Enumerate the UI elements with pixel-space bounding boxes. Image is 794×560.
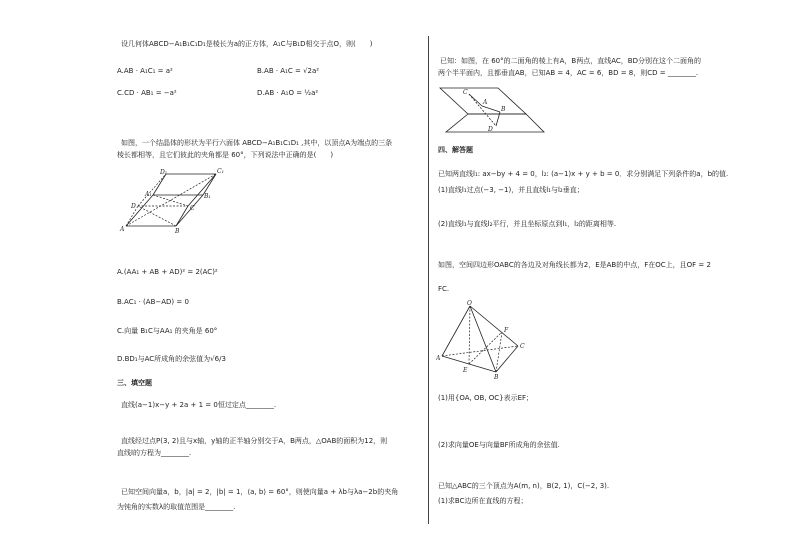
diagonal-ac1 [126,174,216,226]
tetra-question-part2: (2)求向量OE与向量BF所成角的余弦值. [438,441,560,449]
edge-a1d1 [153,174,166,195]
edge-cc1 [188,174,216,206]
tetra-label-a: A [436,355,441,362]
section-answer-title: 四、解答题 [438,146,473,154]
edge-dd1 [138,174,166,206]
label-b1: B₁ [204,193,211,200]
segment-oe [469,306,470,364]
cube-question-stem: 设几何体ABCD−A₁B₁C₁D₁是棱长为a的正方体，A₁C与B₁D相交于点O，则( ) [121,40,373,48]
crystal-option-b: B.AC₁ · (AB−AD) = 0 [117,298,189,306]
crystal-option-d: D.BD₁与AC所成角的余弦值为√6/3 [117,355,226,363]
tetra-label-c: C [520,343,525,350]
crystal-option-c: C.向量 B₁C与AA₁ 的夹角是 60° [117,327,218,335]
segment-ef [469,332,502,364]
cube-option-a: A.AB · A₁C₁ = a² [117,67,173,75]
cube-option-b: B.AB · A₁C = √2a² [257,67,320,75]
edge-ob [470,306,496,372]
fill-question-2-line2: 直线l的方程为________. [117,449,192,457]
lower-half-plane [446,114,544,132]
crystal-question-line1: 如图，一个结晶体的形状为平行六面体 ABCD−A₁B₁C₁D₁ ,其中，以顶点A为端点的三条 [121,139,393,147]
tetra-label-f: F [504,327,509,334]
label-a: A [120,226,125,233]
label-d: D [131,203,136,210]
label-c: C [190,205,195,212]
dihedral-label-c: C [463,89,468,96]
tetra-label-o: O [467,300,472,307]
tetra-question-part1: (1)用{OA, OB, OC}表示EF； [438,394,534,402]
tetrahedron-figure [436,300,532,380]
tetra-label-e: E [463,367,468,374]
fill-question-2-line1: 直线经过点P(3, 2)且与x轴，y轴的正半轴分别交于A，B两点，△OAB的面积为12，则 [121,437,388,445]
crystal-question-line2: 棱长都相等，且它们彼此的夹角都是 60°，下列说法中正确的是( ) [117,151,334,159]
dihedral-question-line2: 两个半平面内，且都垂直AB，已知AB = 4，AC = 6，BD = 8，则CD = ________. [438,69,699,77]
diagonal-a1c [153,195,188,206]
label-b: B [175,228,180,234]
fill-question-3-line2: 为钝角的实数λ的取值范围是________. [117,503,236,511]
tetra-question-line1: 如图，空间四边形OABC的各边及对角线长都为2，E是AB的中点，F在OC上，且OF = 2 [438,261,711,269]
diagonal-bd [138,206,176,226]
triangle-question-stem: 已知△ABC的三个顶点为A(m, n)，B(2, 1)，C(−2, 3). [438,482,610,490]
label-c1: C₁ [217,168,224,175]
edge-bc [176,206,188,226]
edge-b1c1 [203,174,216,195]
triangle-question-part1: (1)求BC边所在直线的方程； [438,497,528,505]
segment-ac [469,94,482,106]
fill-question-1: 直线(a−1)x−y + 2a + 1 = 0恒过定点________. [121,401,277,409]
column-divider [428,36,429,524]
tetra-question-line2: FC. [438,285,450,293]
cube-option-c: C.CD · AB₁ = −a² [117,89,177,97]
edge-ac [442,346,518,356]
dihedral-label-a: A [483,99,488,106]
edge-aa1 [126,195,153,226]
section-fill-in-title: 三、填空题 [117,379,152,387]
segment-ab [482,106,500,112]
edge-oc [470,306,518,346]
cube-option-d: D.AB · A₁O = ½a² [257,89,319,97]
dihedral-figure [438,80,548,136]
label-d1: D₁ [160,169,168,176]
tetra-label-b: B [494,374,499,380]
dihedral-question-line1: 已知：如图，在 60°的二面角的棱上有A，B两点，直线AC，BD分别在这个二面角的 [440,57,701,65]
edge-oa [442,306,470,356]
lines-question-part1: (1)直线l₁过点(−3, −1)，并且直线l₁与l₂垂直； [438,186,584,194]
fill-question-3-line1: 已知空间向量a，b，|a| = 2，|b| = 1，⟨a, b⟩ = 60°，则使向量a + λb与λa−2b的夹角 [121,488,399,496]
lines-question-part2: (2)直线l₁与直线l₂平行，并且坐标原点到l₁，l₂的距离相等. [438,220,617,228]
parallelepiped-figure [118,166,228,234]
crystal-option-a: A.(AA₁ + AB + AD)² = 2(AC)² [117,268,218,276]
label-a1: A₁ [145,191,152,198]
dihedral-label-b: B [501,106,506,113]
lines-question-stem: 已知两直线l₁: ax−by + 4 = 0，l₂: (a−1)x + y + b = 0．求分别满足下列条件的a，b的值. [438,170,729,178]
dihedral-label-d: D [488,126,493,133]
